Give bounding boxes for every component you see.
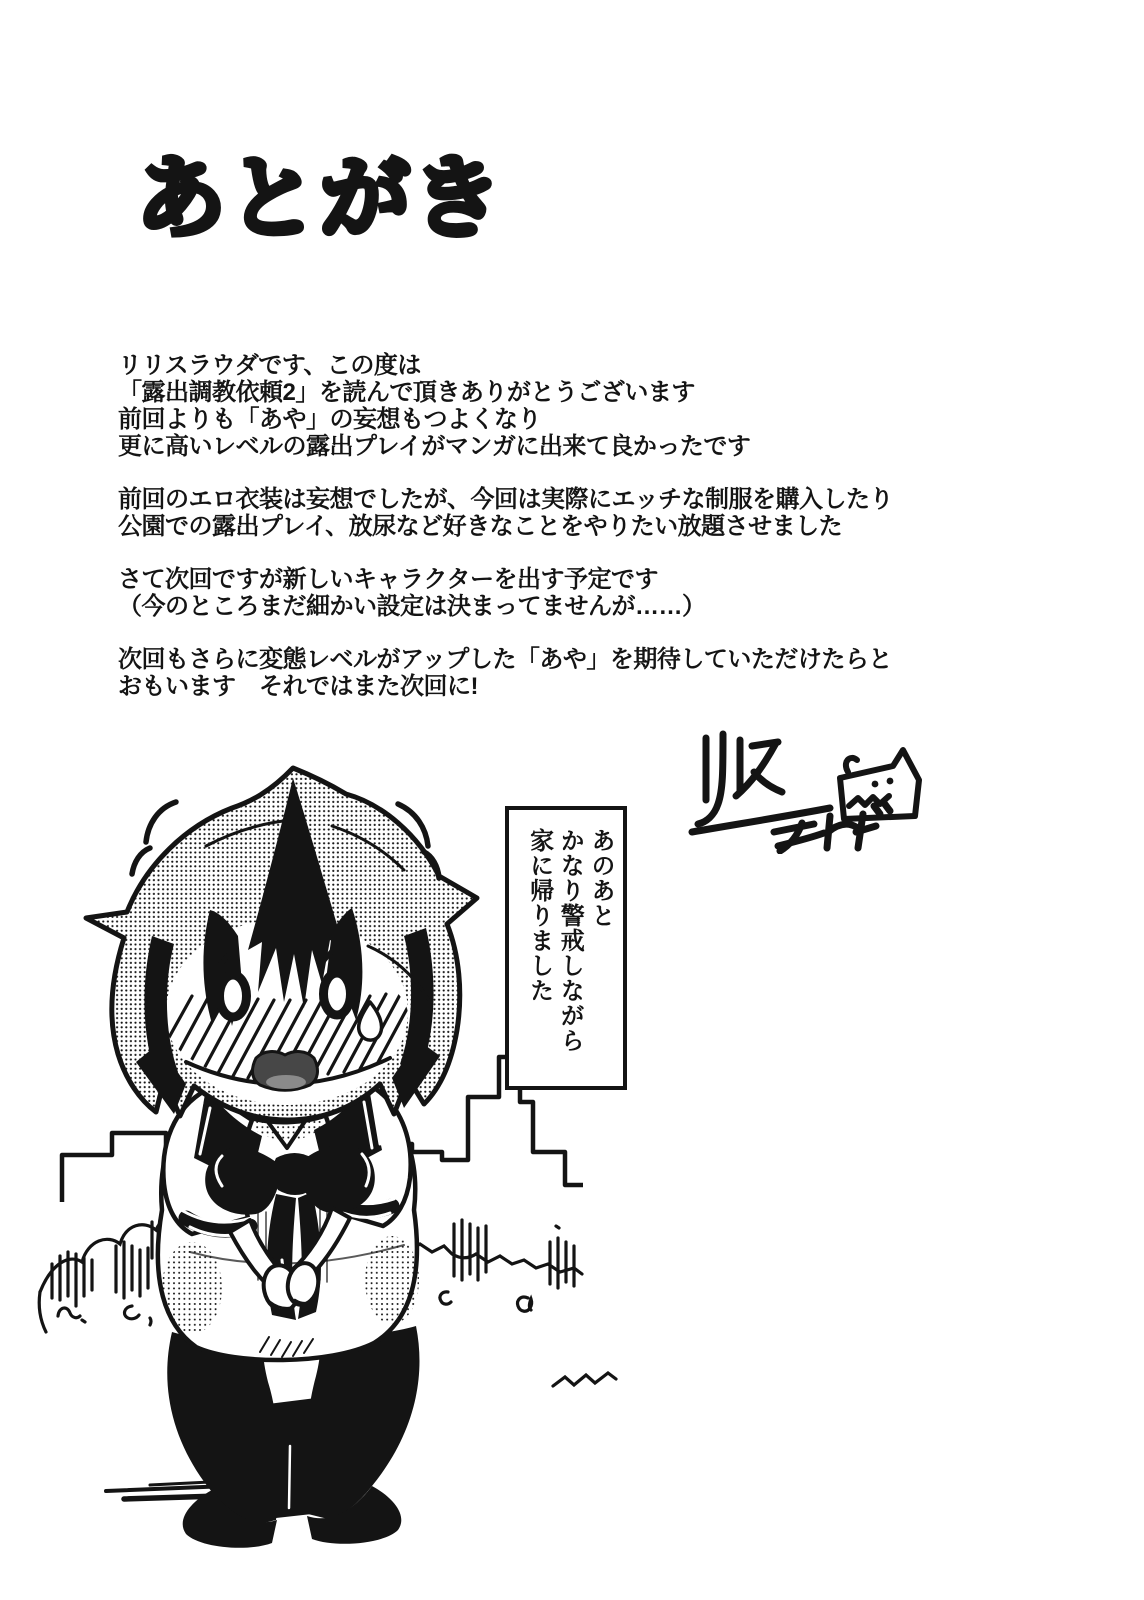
text-line: 前回よりも「あや」の妄想もつよくなり: [118, 406, 541, 433]
mouth: [253, 1052, 318, 1091]
text-line: おもいます それではまた次回に!: [118, 673, 478, 700]
text-line: （今のところまだ細かい設定は決まってませんが……）: [118, 593, 706, 620]
text-line: 「露出調教依頼2」を読んで頂きありがとうございます: [118, 379, 695, 406]
text-line: 公園での露出プレイ、放尿など好きなことをやりたい放題させました: [118, 513, 843, 540]
paragraph: [118, 352, 893, 460]
head: [86, 768, 477, 1120]
paragraph: [118, 566, 893, 620]
text-line: 更に高いレベルの露出プレイがマンガに出来て良かったです: [118, 433, 751, 460]
text-line: 次回もさらに変態レベルがアップした「あや」を期待していただけたらと: [118, 646, 892, 673]
bubble-line: あのあと: [587, 828, 614, 928]
page-title: あとがき: [136, 149, 504, 249]
chibi-girl: [86, 768, 477, 1548]
paragraph: [118, 646, 893, 700]
signature-doodle-icon: [678, 720, 936, 854]
bubble-line: かなり警戒しながら: [556, 828, 584, 1053]
afterword-text: [118, 352, 893, 726]
bubble-line: 家に帰りました: [525, 828, 553, 1003]
text-line: 前回のエロ衣装は妄想でしたが、今回は実際にエッチな制服を購入したり: [118, 486, 894, 513]
paragraph: [118, 486, 893, 540]
text-line: リリスラウダです、この度は: [118, 352, 421, 379]
author-signature: [678, 720, 936, 854]
speech-bubble: [505, 806, 627, 1090]
text-line: さて次回ですが新しいキャラクターを出す予定です: [118, 566, 659, 593]
